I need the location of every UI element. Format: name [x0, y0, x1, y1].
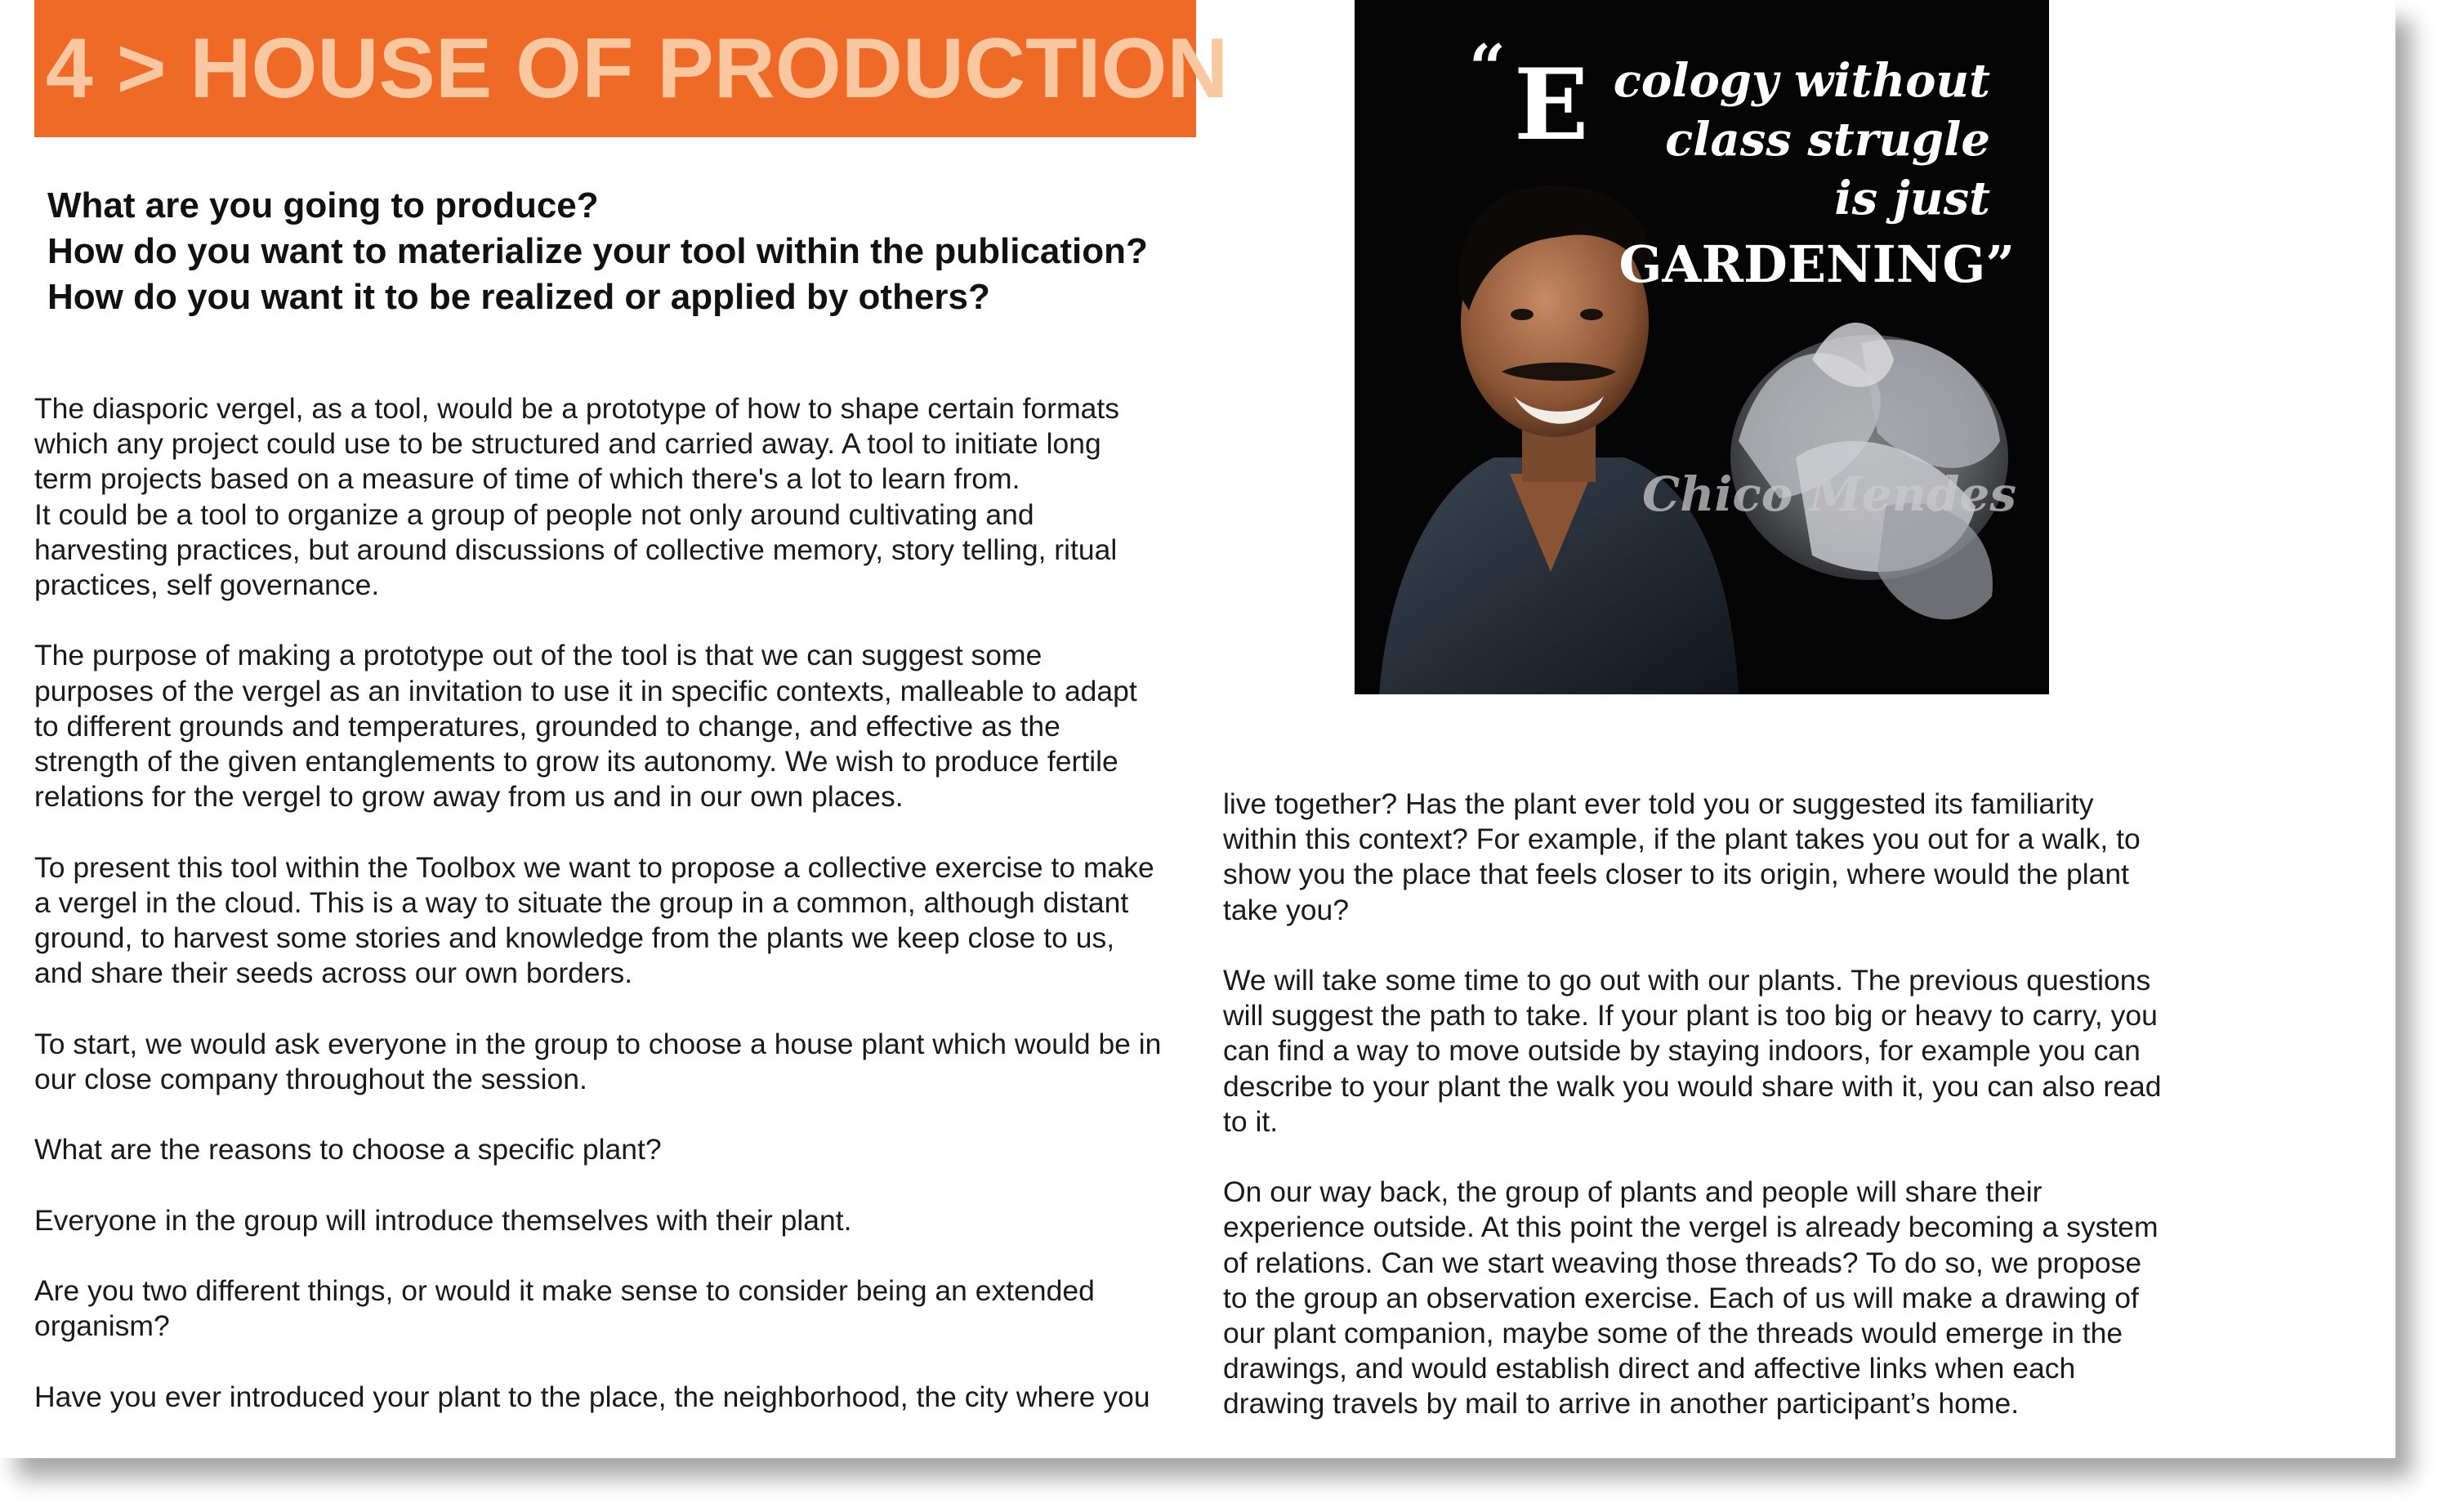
- text-line: The purpose of making a prototype out of the tool is that we can suggest some: [34, 639, 1042, 672]
- poster-signature: Chico Mendes: [1642, 466, 2016, 522]
- text-line: drawing travels by mail to arrive in another participant’s home.: [1223, 1387, 2020, 1421]
- right-text-column: [1223, 787, 2285, 1422]
- paragraph-gap: [34, 1097, 1211, 1132]
- text-line: our close company throughout the session.: [34, 1062, 587, 1095]
- paragraph-diasporic-vergel: [34, 391, 1211, 603]
- text-line: take you?: [1223, 893, 1349, 926]
- quote-line-1: cology without: [1613, 54, 1990, 108]
- text-line: harvesting practices, but around discussions of collective memory, story telling, ritual: [34, 533, 1118, 566]
- left-text-column: [34, 391, 1211, 1415]
- section-title-bar: [34, 0, 1229, 137]
- text-line: practices, self governance.: [34, 569, 380, 602]
- text-line: To start, we would ask everyone in the group to choose a house plant which would be in: [34, 1027, 1162, 1060]
- paragraph-gap: [34, 1238, 1211, 1273]
- text-line: Are you two different things, or would it make sense to consider being an extended: [34, 1273, 1095, 1307]
- text-line: ground, to harvest some stories and knowledge from the plants we keep close to us,: [34, 921, 1115, 955]
- text-line: The diasporic vergel, as a tool, would be a prototype of how to shape certain formats: [34, 392, 1120, 425]
- paragraph-gap: [34, 603, 1211, 638]
- guiding-questions: [47, 183, 1208, 320]
- text-line: Have you ever introduced your plant to the place, the neighborhood, the city where you: [34, 1380, 1150, 1413]
- text-line: a vergel in the cloud. This is a way to situate the group in a common, although distant: [34, 885, 1129, 919]
- text-line: experience outside. At this point the vergel is already becoming a system: [1223, 1211, 2159, 1244]
- paragraph-gap: [1223, 928, 2285, 963]
- text-line: relations for the vergel to grow away from us and in our own places.: [34, 780, 904, 814]
- text-line: will suggest the path to take. If your plant is too big or heavy to carry, you: [1223, 999, 2158, 1033]
- text-line: and share their seeds across our own borders.: [34, 957, 633, 990]
- question-produce: What are you going to produce?: [47, 185, 599, 225]
- text-line: It could be a tool to organize a group of people not only around cultivating and: [34, 497, 1034, 531]
- paragraph-gap: [34, 1167, 1211, 1202]
- quote-line-4: GARDENING”: [1618, 234, 2015, 294]
- text-line: drawings, and would establish direct and affective links when each: [1223, 1352, 2076, 1385]
- text-line: to the group an observation exercise. Each of us will make a drawing of: [1223, 1281, 2139, 1314]
- text-line: to different grounds and temperatures, grounded to change, and effective as the: [34, 709, 1060, 743]
- question-materialize: How do you want to materialize your tool within the publication?: [47, 231, 1148, 271]
- paragraph-introduced-place: [34, 1380, 1211, 1415]
- text-line: which any project could use to be structured and carried away. A tool to initiate long: [34, 427, 1101, 461]
- text-line: What are the reasons to choose a specific plant?: [34, 1133, 662, 1166]
- quote-line-2: class strugle: [1665, 113, 1990, 167]
- paragraph-go-out: [1223, 963, 2285, 1140]
- paragraph-extended-organism: [34, 1273, 1211, 1344]
- paragraph-reasons: [34, 1132, 1211, 1167]
- paragraph-toolbox-exercise: [34, 850, 1211, 992]
- paragraph-introduce: [34, 1203, 1211, 1238]
- section-title: 4 > HOUSE OF PRODUCTION: [46, 21, 1229, 116]
- quote-line-3: is just: [1834, 172, 1990, 225]
- quote-poster-image: [1355, 0, 2049, 694]
- paragraph-gap: [34, 814, 1211, 850]
- text-line: within this context? For example, if the plant takes you out for a walk, to: [1223, 823, 2141, 856]
- paragraph-live-together: [1223, 787, 2285, 928]
- text-line: live together? Has the plant ever told you or suggested its familiarity: [1223, 787, 2094, 820]
- quote-open-mark: “: [1469, 31, 1506, 105]
- text-line: term projects based on a measure of time of which there's a lot to learn from.: [34, 462, 1020, 496]
- text-line: to it.: [1223, 1104, 1279, 1138]
- question-applied: How do you want it to be realized or applied by others?: [47, 277, 990, 317]
- paragraph-choose-plant: [34, 1027, 1211, 1097]
- text-line: can find a way to move outside by staying indoors, for example you can: [1223, 1034, 2141, 1068]
- paragraph-gap: [34, 991, 1211, 1026]
- text-line: of relations. Can we start weaving those threads? To do so, we propose: [1223, 1246, 2142, 1279]
- paragraph-gap: [34, 1344, 1211, 1379]
- quote-initial: E: [1514, 47, 1589, 163]
- paragraph-prototype-purpose: [34, 638, 1211, 814]
- text-line: organism?: [34, 1309, 170, 1343]
- text-line: show you the place that feels closer to its origin, where would the plant: [1223, 858, 2130, 891]
- poster-artwork: [1355, 0, 2049, 694]
- text-line: our plant companion, maybe some of the threads would emerge in the: [1223, 1317, 2123, 1350]
- paragraph-way-back: [1223, 1175, 2285, 1421]
- paragraph-gap: [1223, 1140, 2285, 1175]
- text-line: Everyone in the group will introduce themselves with their plant.: [34, 1203, 852, 1237]
- text-line: strength of the given entanglements to grow its autonomy. We wish to produce fertile: [34, 745, 1118, 778]
- text-line: describe to your plant the walk you would share with it, you can also read: [1223, 1069, 2162, 1103]
- text-line: We will take some time to go out with our plants. The previous questions: [1223, 964, 2151, 997]
- text-line: To present this tool within the Toolbox we want to propose a collective exercise to make: [34, 850, 1154, 884]
- text-line: purposes of the vergel as an invitation to use it in specific contexts, malleable to adapt: [34, 674, 1137, 707]
- text-line: On our way back, the group of plants and people will share their: [1223, 1175, 2042, 1209]
